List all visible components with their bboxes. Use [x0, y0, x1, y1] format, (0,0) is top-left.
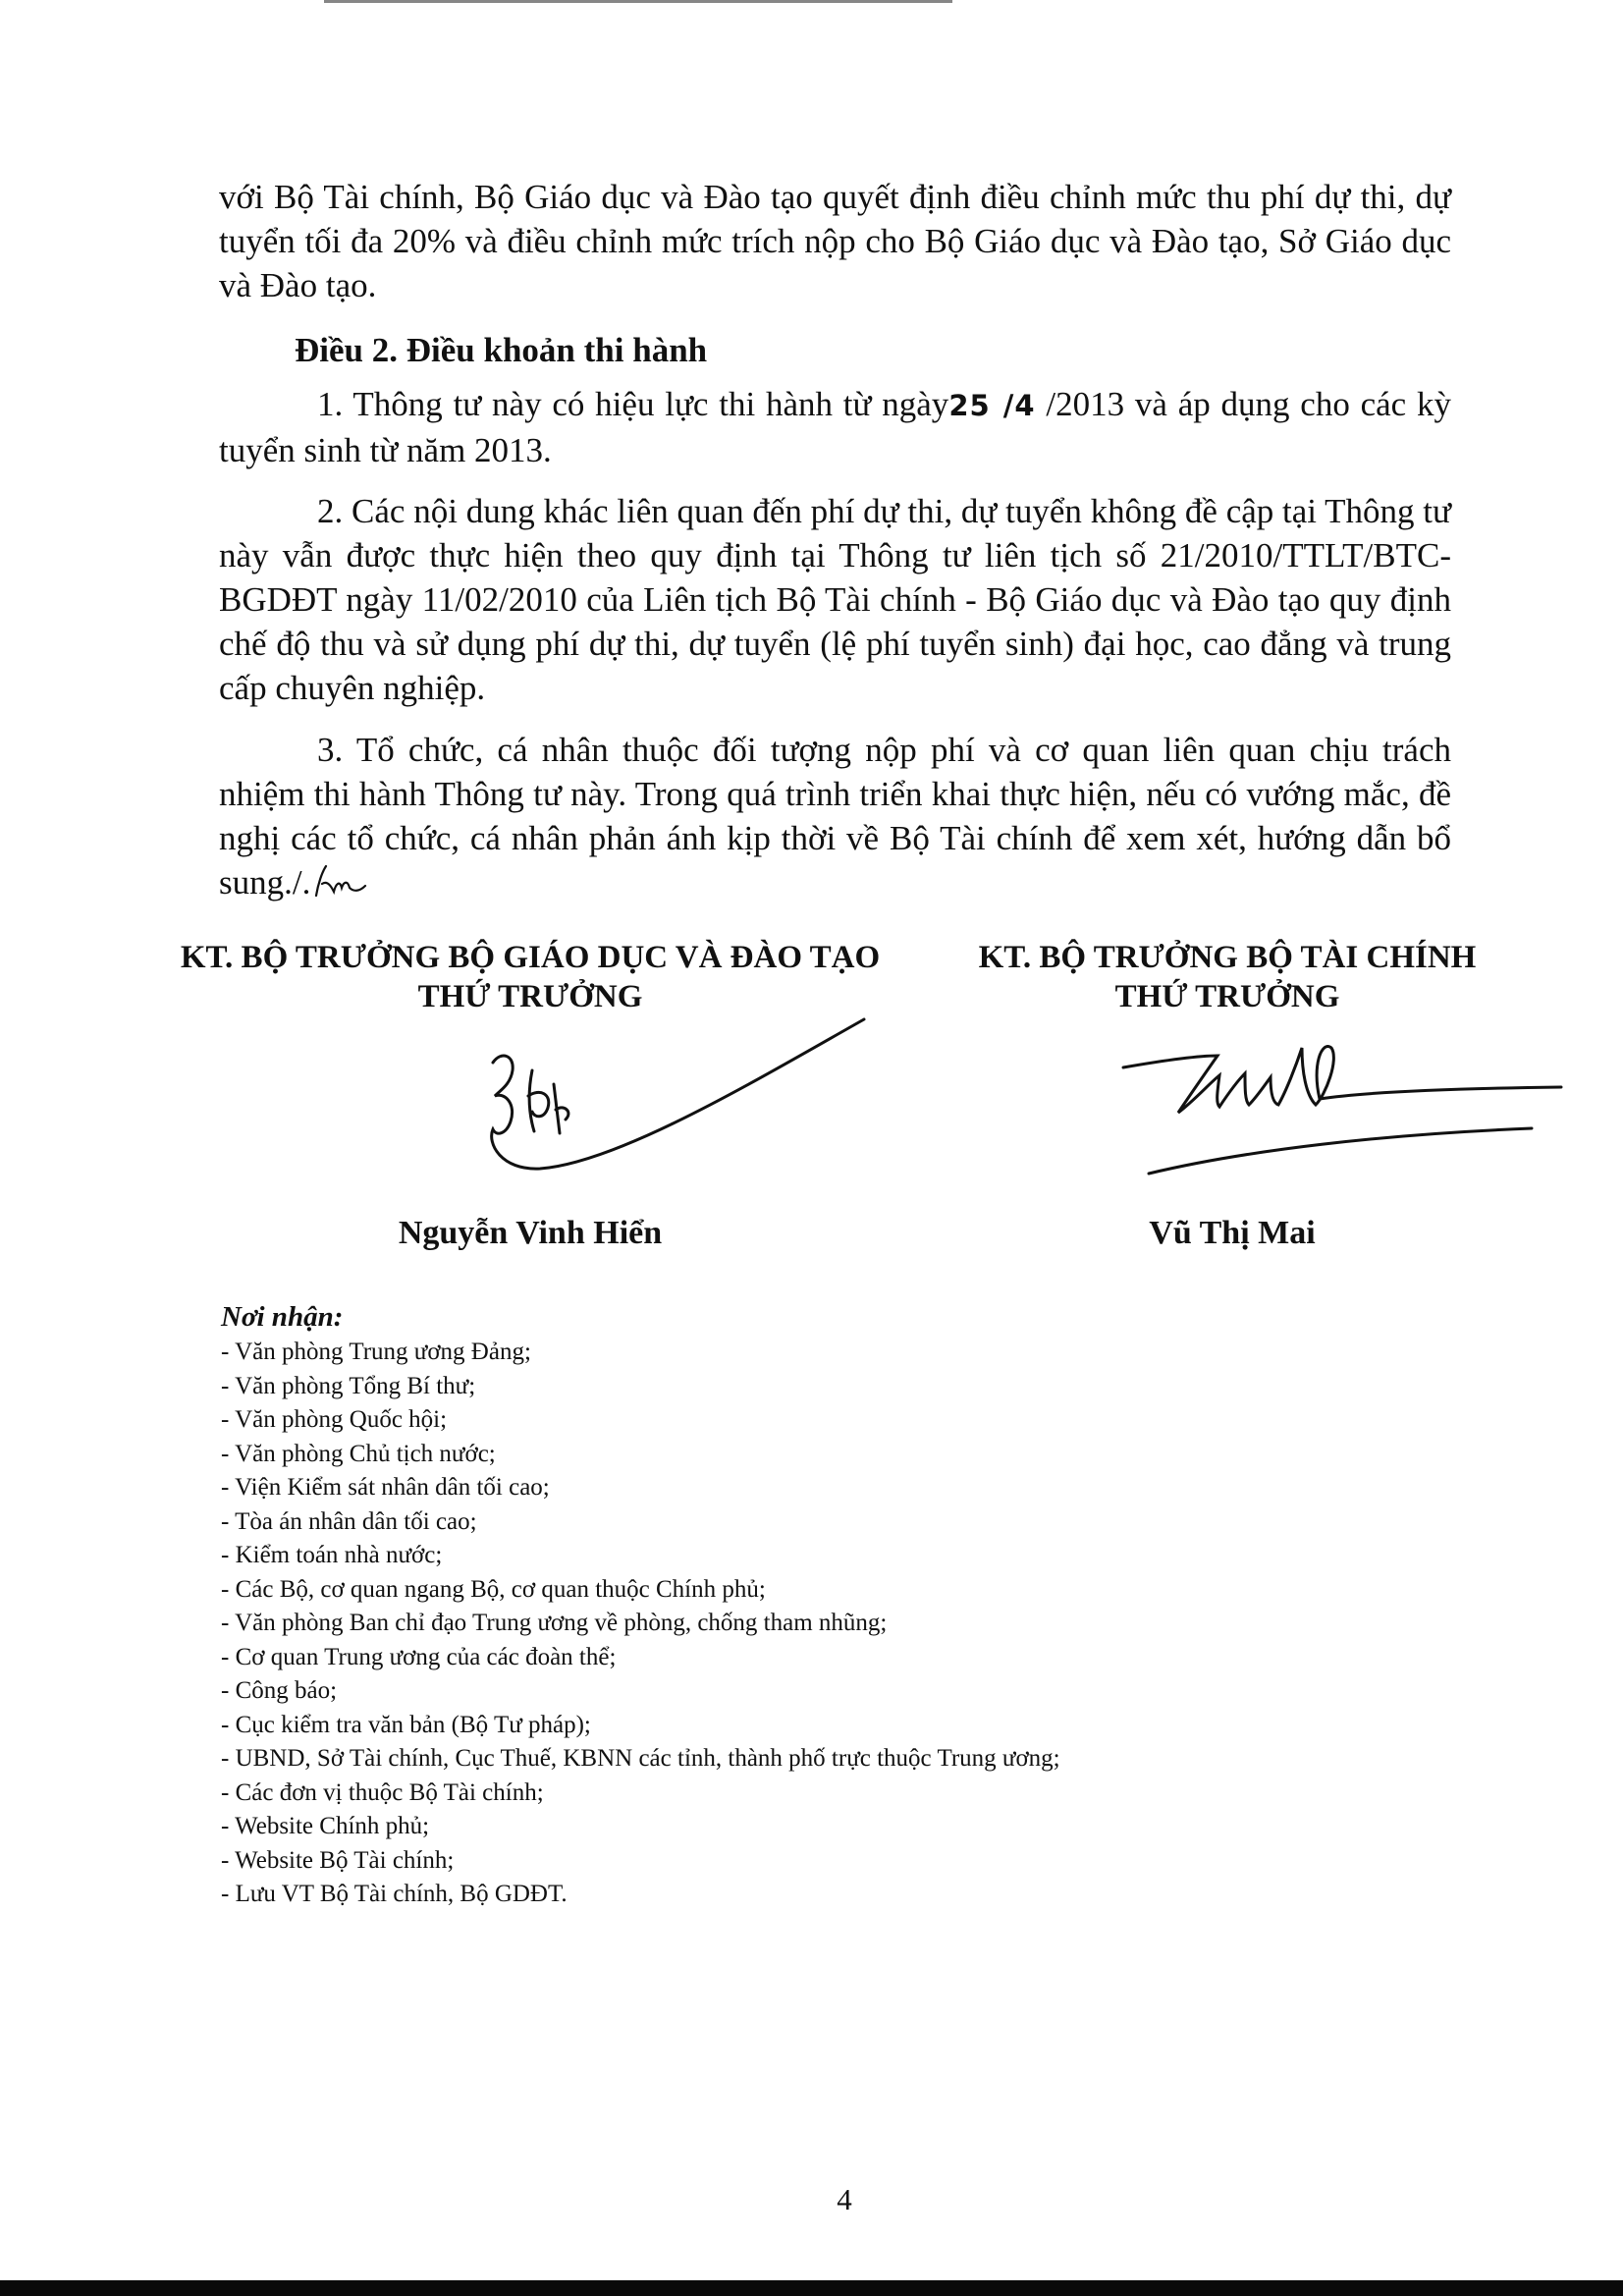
recipient-item: - Cục kiểm tra văn bản (Bộ Tư pháp);	[221, 1711, 591, 1738]
clause-3	[219, 728, 1451, 904]
scan-artifact-line	[324, 0, 952, 3]
recipients-list	[221, 1336, 1350, 1912]
recipient-item: - Công báo;	[221, 1677, 338, 1704]
article-2-heading: Điều 2. Điều khoản thi hành	[295, 331, 708, 369]
handwritten-effective-date: 25 /4	[948, 389, 1036, 422]
page-number: 4	[837, 2182, 852, 2216]
clause-1-text-before: 1. Thông tư này có hiệu lực thi hành từ ngày	[317, 385, 949, 423]
recipient-item: - Kiểm toán nhà nước;	[221, 1542, 443, 1568]
left-signature-image	[471, 1002, 884, 1178]
clause-1	[219, 382, 1451, 472]
right-signatory-name: Vũ Thị Mai	[1149, 1215, 1316, 1251]
recipient-item: - Website Chính phủ;	[221, 1813, 430, 1839]
recipient-item: - Các Bộ, cơ quan ngang Bộ, cơ quan thuộc Chính phủ;	[221, 1575, 766, 1603]
recipient-item: - Văn phòng Chủ tịch nước;	[221, 1440, 496, 1467]
clause-3-text: 3. Tổ chức, cá nhân thuộc đối tượng nộp phí và cơ quan liên quan chịu trách nhiệm thi hành Thông tư này. Trong quá trình triển khai thực hiện, nếu có vướng mắc, đề nghị các tổ chức, cá nhân phản ánh kịp thời về Bộ Tài chính để xem xét, hướng dẫn bổ sung./.	[219, 731, 1451, 902]
left-signatory-name: Nguyễn Vinh Hiển	[398, 1215, 663, 1251]
recipient-item: - Website Bộ Tài chính;	[221, 1846, 455, 1874]
intro-paragraph: với Bộ Tài chính, Bộ Giáo dục và Đào tạo quyết định điều chỉnh mức thu phí dự thi, dự tuyển tối đa 20% và điều chỉnh mức trích nộp cho Bộ Giáo dục và Đào tạo, Sở Giáo dục và Đào tạo.	[219, 178, 1451, 304]
recipient-item: - Các đơn vị thuộc Bộ Tài chính;	[221, 1778, 544, 1806]
recipients-title: Nơi nhận:	[221, 1301, 344, 1333]
clause-2: 2. Các nội dung khác liên quan đến phí dự thi, dự tuyển không đề cập tại Thông tư này vẫn được thực hiện theo quy định tại Thông tư liên tịch số 21/2010/TTLT/BTC-BGDĐT ngày 11/02/2010 của Liên tịch Bộ Tài chính - Bộ Giáo dục và Đào tạo quy định chế độ thu và sử dụng phí dự thi, dự tuyển (lệ phí tuyển sinh) đại học, cao đẳng và trung cấp chuyên nghiệp.	[219, 492, 1451, 707]
recipient-item: - Cơ quan Trung ương của các đoàn thể;	[221, 1643, 617, 1670]
right-title-line1: KT. BỘ TRƯỞNG BỘ TÀI CHÍNH	[978, 940, 1477, 975]
recipient-item: - Văn phòng Quốc hội;	[221, 1406, 448, 1433]
recipient-item: - Văn phòng Tổng Bí thư;	[221, 1372, 476, 1399]
recipient-item: - Lưu VT Bộ Tài chính, Bộ GDĐT.	[221, 1881, 568, 1907]
right-signatory-title	[923, 938, 1532, 1016]
scan-bottom-edge	[0, 2280, 1623, 2296]
recipient-item: - Viện Kiểm sát nhân dân tối cao;	[221, 1474, 550, 1501]
recipient-item: - UBND, Sở Tài chính, Cục Thuế, KBNN các tỉnh, thành phố trực thuộc Trung ương;	[221, 1745, 1060, 1772]
right-signature-image	[1109, 1026, 1571, 1183]
recipients-section	[221, 1298, 1350, 1912]
clause-1-text-after: /2013 và áp dụng cho các kỳ tuyển sinh từ năm 2013.	[219, 385, 1451, 469]
left-title-line2: THỨ TRƯỞNG	[417, 979, 643, 1014]
recipient-item: - Tòa án nhân dân tối cao;	[221, 1507, 477, 1535]
right-title-line2: THỨ TRƯỞNG	[1114, 979, 1340, 1014]
initials-mark	[310, 862, 369, 902]
left-title-line1: KT. BỘ TRƯỞNG BỘ GIÁO DỤC VÀ ĐÀO TẠO	[180, 940, 881, 975]
recipient-item: - Văn phòng Ban chỉ đạo Trung ương về phòng, chống tham nhũng;	[221, 1610, 888, 1636]
recipient-item: - Văn phòng Trung ương Đảng;	[221, 1339, 531, 1365]
